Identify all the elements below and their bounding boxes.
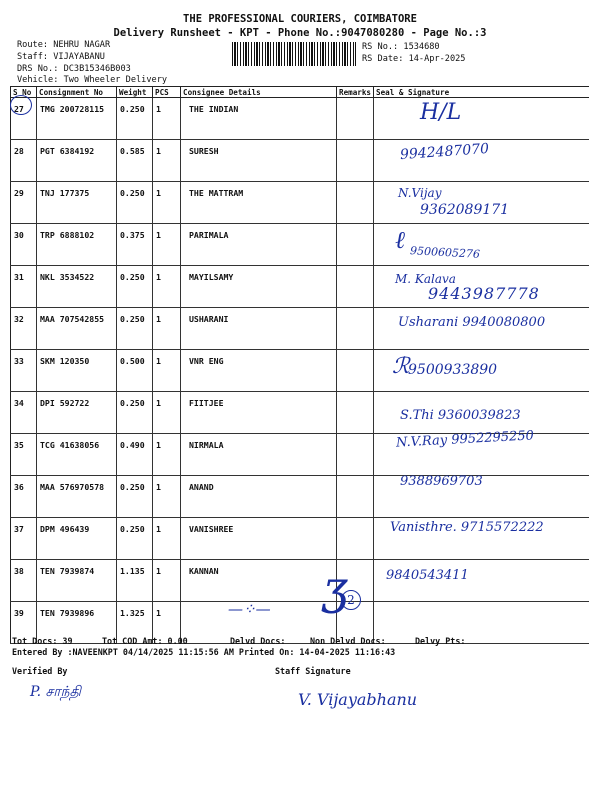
route-label: Route: NEHRU NAGAR xyxy=(17,40,111,50)
col-pcs: PCS xyxy=(153,87,181,98)
signature-38: 9840543411 xyxy=(386,568,469,583)
sno-cell: 34 xyxy=(11,392,37,434)
consignee-cell: SURESH xyxy=(181,140,337,182)
runsheet-subtitle: Delivery Runsheet - KPT - Phone No.:9047080280 - Page No.:3 xyxy=(113,27,487,39)
pcs-cell: 1 xyxy=(153,392,181,434)
signature-37: Vanisthre. 9715572222 xyxy=(390,520,544,535)
table-row xyxy=(11,602,589,644)
signature-29-phone: 9362089171 xyxy=(420,202,510,218)
remarks-cell xyxy=(337,434,374,476)
weight-cell: 0.375 xyxy=(117,224,153,266)
signature-28: 9942487070 xyxy=(399,140,490,164)
weight-cell: 0.250 xyxy=(117,98,153,140)
consignment-cell: DPM 496439 xyxy=(37,518,117,560)
consignee-cell: FIITJEE xyxy=(181,392,337,434)
signature-31-name: M. Kalava xyxy=(395,272,456,286)
consignee-cell: ANAND xyxy=(181,476,337,518)
weight-cell: 0.250 xyxy=(117,182,153,224)
entered-by: Entered By :NAVEENKPT 04/14/2025 11:15:56 AM Printed On: 14-04-2025 11:16:43 xyxy=(12,647,396,657)
table-row xyxy=(11,560,589,602)
signature-cell xyxy=(374,602,589,644)
pcs-cell: 1 xyxy=(153,182,181,224)
dash-mark: —⁘— xyxy=(228,600,271,618)
delvy-pts: Delvy Pts: xyxy=(415,636,466,646)
barcode xyxy=(232,42,356,66)
consignee-cell: THE INDIAN xyxy=(181,98,337,140)
runsheet-table xyxy=(10,86,589,644)
consignee-cell: MAYILSAMY xyxy=(181,266,337,308)
consignment-cell: NKL 3534522 xyxy=(37,266,117,308)
non-delvd-docs: Non Delvd Docs: xyxy=(310,636,386,646)
verified-by-label: Verified By xyxy=(12,666,68,676)
sno-circle xyxy=(10,95,32,115)
sno-cell: 39 xyxy=(11,602,37,644)
consignee-cell: KANNAN xyxy=(181,560,337,602)
weight-cell: 0.250 xyxy=(117,266,153,308)
pcs-cell: 1 xyxy=(153,476,181,518)
weight-cell: 0.500 xyxy=(117,350,153,392)
drs-label: DRS No.: DC3B15346B003 xyxy=(17,64,131,74)
remarks-cell xyxy=(337,392,374,434)
signature-35-a: S.Thi 9360039823 xyxy=(400,408,521,423)
remarks-cell xyxy=(337,350,374,392)
remarks-cell xyxy=(337,266,374,308)
table-header-row xyxy=(11,87,589,98)
consignee-cell: THE MATTRAM xyxy=(181,182,337,224)
signature-30: 9500605276 xyxy=(409,244,481,261)
signature-33: 9500933890 xyxy=(408,362,498,378)
consignee-cell: PARIMALA xyxy=(181,224,337,266)
consignment-cell: TCG 41638056 xyxy=(37,434,117,476)
weight-cell: 0.490 xyxy=(117,434,153,476)
table-row xyxy=(11,140,589,182)
vehicle-label: Vehicle: Two Wheeler Delivery xyxy=(17,75,168,85)
col-sno: S No xyxy=(11,87,37,98)
sno-cell: 36 xyxy=(11,476,37,518)
weight-cell: 0.250 xyxy=(117,308,153,350)
sno-cell: 35 xyxy=(11,434,37,476)
sno-cell: 27 xyxy=(11,98,37,140)
pcs-cell: 1 xyxy=(153,350,181,392)
table-row xyxy=(11,224,589,266)
col-remarks: Remarks xyxy=(337,87,374,98)
table-row xyxy=(11,476,589,518)
weight-cell: 1.325 xyxy=(117,602,153,644)
consignment-cell: SKM 120350 xyxy=(37,350,117,392)
rs-number: RS No.: 1534680 xyxy=(362,42,440,52)
sno-cell: 31 xyxy=(11,266,37,308)
remarks-cell xyxy=(337,98,374,140)
remarks-cell xyxy=(337,518,374,560)
remarks-cell xyxy=(337,140,374,182)
weight-cell: 0.585 xyxy=(117,140,153,182)
consignment-cell: PGT 6384192 xyxy=(37,140,117,182)
pcs-cell: 1 xyxy=(153,434,181,476)
weight-cell: 0.250 xyxy=(117,392,153,434)
tot-cod: Tot COD Amt: 0.00 xyxy=(102,636,188,646)
circled-number: 2 xyxy=(341,590,361,610)
consignment-cell: TRP 6888102 xyxy=(37,224,117,266)
staff-signature-label: Staff Signature xyxy=(275,666,351,676)
weight-cell: 0.250 xyxy=(117,476,153,518)
consignee-cell: USHARANI xyxy=(181,308,337,350)
sno-cell: 33 xyxy=(11,350,37,392)
consignee-cell: VANISHREE xyxy=(181,518,337,560)
sno-cell: 32 xyxy=(11,308,37,350)
consignment-cell: TEN 7939874 xyxy=(37,560,117,602)
consignee-cell: VNR ENG xyxy=(181,350,337,392)
bracket-mark: ʒ xyxy=(322,560,348,614)
consignment-cell: MAA 576970578 xyxy=(37,476,117,518)
signature-29-name: N.Vijay xyxy=(398,186,442,200)
delvd-docs: Delvd Docs: xyxy=(230,636,286,646)
signature-32: Usharani 9940080800 xyxy=(398,315,546,330)
signature-36: 9388969703 xyxy=(400,474,483,489)
tot-docs: Tot Docs: 39 xyxy=(12,636,73,646)
pcs-cell: 1 xyxy=(153,98,181,140)
sno-cell: 28 xyxy=(11,140,37,182)
signature-31-phone: 9443987778 xyxy=(428,284,540,303)
signature-35-b: N.V.Ray 9952295250 xyxy=(395,428,535,451)
rs-date: RS Date: 14-Apr-2025 xyxy=(362,54,466,64)
table-row xyxy=(11,350,589,392)
remarks-cell xyxy=(337,224,374,266)
sno-cell: 38 xyxy=(11,560,37,602)
sno-cell: 37 xyxy=(11,518,37,560)
pcs-cell: 1 xyxy=(153,140,181,182)
sno-cell: 30 xyxy=(11,224,37,266)
consignment-cell: TEN 7939896 xyxy=(37,602,117,644)
col-weight: Weight xyxy=(117,87,153,98)
staff-label: Staff: VIJAYABANU xyxy=(17,52,105,62)
remarks-cell xyxy=(337,182,374,224)
pcs-cell: 1 xyxy=(153,224,181,266)
signature-33-mark: ℛ xyxy=(392,354,410,379)
pcs-cell: 1 xyxy=(153,266,181,308)
col-consignment: Consignment No xyxy=(37,87,117,98)
weight-cell: 1.135 xyxy=(117,560,153,602)
consignment-cell: TMG 200728115 xyxy=(37,98,117,140)
sno-cell: 29 xyxy=(11,182,37,224)
pcs-cell: 1 xyxy=(153,602,181,644)
remarks-cell xyxy=(337,476,374,518)
consignee-cell: NIRMALA xyxy=(181,434,337,476)
signature-cell xyxy=(374,224,589,266)
col-signature: Seal & Signature xyxy=(374,87,589,98)
pcs-cell: 1 xyxy=(153,518,181,560)
verified-signature: P. சாந்தி xyxy=(30,684,82,700)
company-title: THE PROFESSIONAL COURIERS, COIMBATORE xyxy=(183,13,417,25)
signature-30-mark: ℓ xyxy=(395,226,405,254)
consignment-cell: MAA 707542855 xyxy=(37,308,117,350)
pcs-cell: 1 xyxy=(153,560,181,602)
signature-27: H/L xyxy=(420,100,462,125)
pcs-cell: 1 xyxy=(153,308,181,350)
remarks-cell xyxy=(337,308,374,350)
weight-cell: 0.250 xyxy=(117,518,153,560)
table-row xyxy=(11,98,589,140)
consignment-cell: DPI 592722 xyxy=(37,392,117,434)
col-consignee: Consignee Details xyxy=(181,87,337,98)
consignment-cell: TNJ 177375 xyxy=(37,182,117,224)
staff-signature: V. Vijayabhanu xyxy=(298,690,418,709)
signature-cell xyxy=(374,98,589,140)
